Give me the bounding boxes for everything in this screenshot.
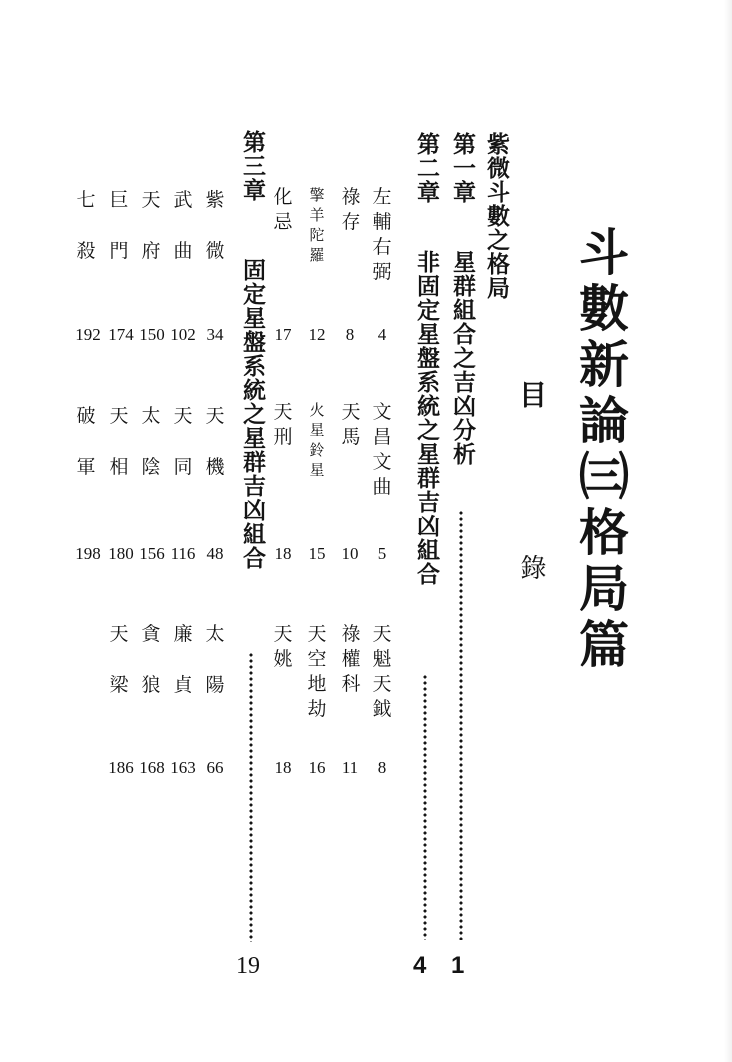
chapter-1-heading: 第一章 — [449, 132, 475, 204]
ch3-page: 66 — [206, 758, 224, 777]
ch3-item: 七 殺 — [76, 189, 96, 262]
chapter-3-leader-dots — [249, 652, 253, 942]
ch3-page: 102 — [170, 325, 196, 344]
chapter-1-leader-dots — [459, 510, 463, 940]
ch3-item: 太 陰 — [141, 405, 161, 478]
ch2-page: 18 — [274, 758, 292, 777]
ch3-item: 武 曲 — [173, 189, 193, 262]
book-title-sub: 格局篇 — [571, 506, 629, 674]
chapter-1-title: 星群組合之吉凶分析 — [449, 250, 475, 466]
ch3-page: 150 — [139, 325, 165, 344]
ch2-page: 5 — [377, 544, 387, 563]
ch2-item: 文 昌 文 曲 — [372, 401, 392, 498]
ch2-item: 左 輔 右 弼 — [372, 186, 392, 283]
ch2-page: 12 — [308, 325, 326, 344]
ch2-item: 擎 羊 陀 羅 — [309, 186, 325, 264]
ch2-page: 15 — [308, 544, 326, 563]
ch2-item: 化 忌 — [273, 186, 293, 233]
ch2-page: 16 — [308, 758, 326, 777]
ch3-page: 34 — [206, 325, 224, 344]
ch3-page: 180 — [108, 544, 134, 563]
ch3-page: 156 — [139, 544, 165, 563]
ch3-page: 116 — [170, 544, 196, 563]
ch2-item: 天 姚 — [273, 623, 293, 670]
chapter-3-page: 19 — [236, 953, 260, 979]
ch3-item: 天 梁 — [109, 623, 129, 696]
ch3-item: 太 陽 — [205, 623, 225, 696]
ch2-item: 天 魁 天 鉞 — [372, 623, 392, 720]
ch2-item: 天 刑 — [273, 401, 293, 448]
ch3-page: 198 — [75, 544, 101, 563]
chapter-2-heading: 第二章 — [413, 132, 439, 204]
ch3-item: 紫 微 — [205, 189, 225, 262]
book-title — [572, 226, 628, 674]
chapter-2-title: 非固定星盤系統之星群吉凶組合 — [413, 250, 439, 586]
toc-label-mu: 目 — [515, 380, 548, 408]
ch2-item: 祿 權 科 — [341, 623, 361, 695]
volume-mark: ㈢ — [571, 450, 630, 506]
ch2-item: 天 空 地 劫 — [307, 623, 327, 720]
ch2-item: 祿 存 — [341, 186, 361, 233]
ch2-page: 17 — [274, 325, 292, 344]
ch2-page: 18 — [274, 544, 292, 563]
ch3-page: 163 — [170, 758, 196, 777]
ch2-item: 火 星 鈴 星 — [309, 401, 325, 479]
chapter-2-leader-dots — [423, 674, 427, 940]
chapter-1-page: 1 — [451, 952, 465, 979]
ch3-item: 天 機 — [205, 405, 225, 478]
toc-label-lu: 錄 — [516, 554, 546, 580]
ch3-page: 192 — [75, 325, 101, 344]
ch2-item: 天 馬 — [341, 401, 361, 448]
ch2-page: 11 — [341, 758, 359, 777]
ch3-item: 天 相 — [109, 405, 129, 478]
chapter-2-page: 4 — [413, 952, 427, 979]
ch3-item: 貪 狼 — [141, 623, 161, 696]
chapter-3-heading: 第三章 — [239, 130, 265, 202]
ch2-page: 8 — [377, 758, 387, 777]
book-title-main: 斗數新論 — [571, 226, 629, 450]
ch2-page: 10 — [341, 544, 359, 563]
part-title: 紫微斗數之格局 — [483, 132, 509, 300]
ch3-page: 174 — [108, 325, 134, 344]
ch3-page: 168 — [139, 758, 165, 777]
ch3-item: 巨 門 — [109, 189, 129, 262]
ch3-item: 天 府 — [141, 189, 161, 262]
ch2-page: 8 — [345, 325, 355, 344]
ch3-page: 48 — [206, 544, 224, 563]
ch2-page: 4 — [377, 325, 387, 344]
page-edge-shadow — [724, 0, 732, 1062]
ch3-item: 廉 貞 — [173, 623, 193, 696]
ch3-item: 天 同 — [173, 405, 193, 478]
ch3-page: 186 — [108, 758, 134, 777]
ch3-item: 破 軍 — [76, 405, 96, 478]
chapter-3-title: 固定星盤系統之星群吉凶組合 — [239, 258, 265, 570]
